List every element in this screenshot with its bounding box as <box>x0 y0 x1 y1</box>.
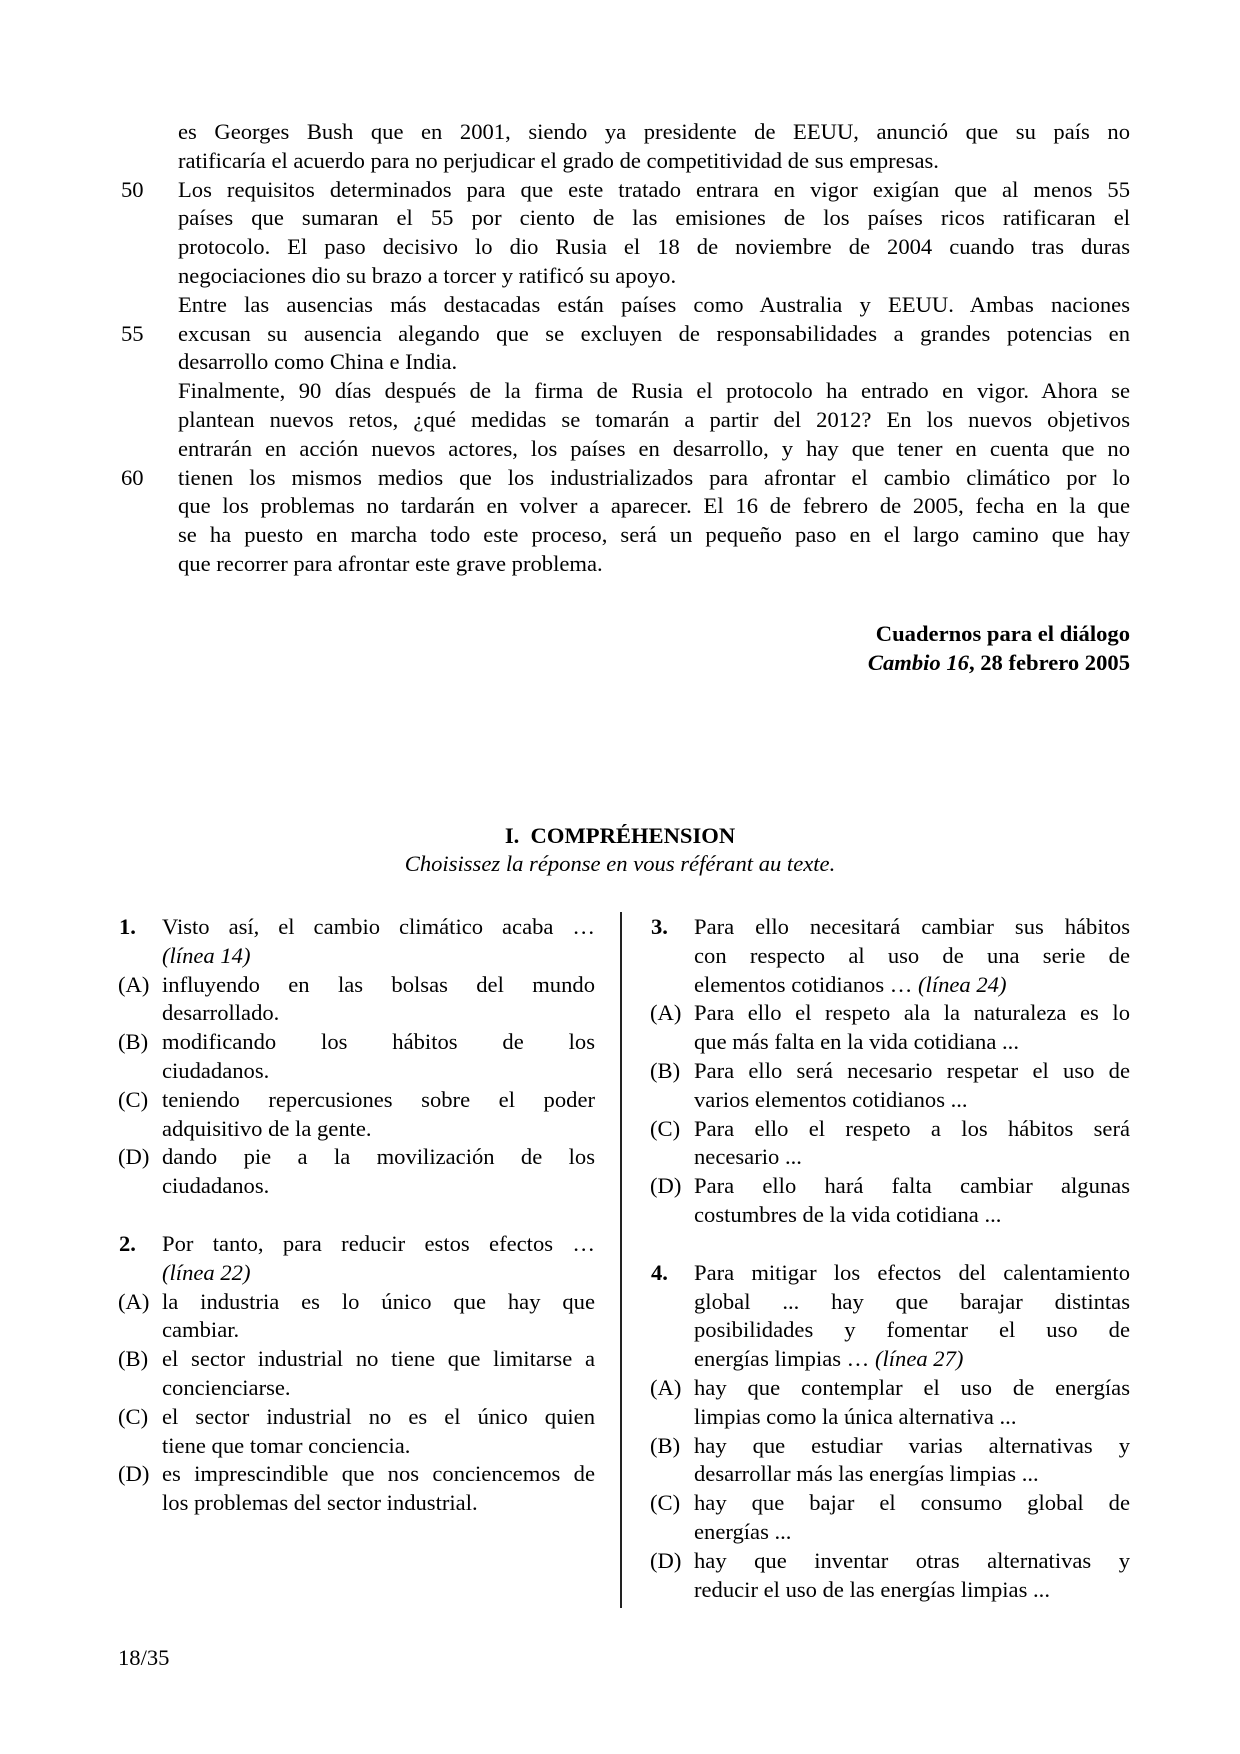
source-line-2 <box>868 648 1130 677</box>
option-b[interactable]: (B) el sector industrial no tiene que limitarse a concienciarse. <box>118 1346 595 1400</box>
questions-left-column <box>118 913 595 1518</box>
option-label: (A) <box>650 1000 682 1026</box>
line-reference: (línea 27) <box>874 1346 964 1372</box>
passage-line: negociaciones dio su brazo a torcer y ratificó su apoyo. <box>178 262 677 288</box>
question-stem: 2. Por tanto, para reducir estos efectos … (línea 22) <box>119 1230 595 1285</box>
option-label: (A) <box>118 1288 150 1314</box>
passage-line: plantean nuevos retos, ¿qué medidas se tomarán a partir del 2012? En los nuevos objetivos <box>178 406 1130 432</box>
magazine-name: Cambio 16 <box>867 650 969 675</box>
section-title: I. COMPRÉHENSION <box>504 823 736 848</box>
question-1 <box>118 913 595 1201</box>
option-c[interactable]: (C) el sector industrial no es el único quien tiene que tomar conciencia. <box>118 1403 595 1458</box>
source-citation <box>868 619 1130 677</box>
passage-line: entrarán en acción nuevos actores, los países en desarrollo, y hay que tener en cuenta que no <box>178 435 1130 461</box>
passage-line: desarrollo como China e India. <box>178 349 458 375</box>
question-number: 4. <box>651 1259 668 1285</box>
question-stem: 1. Visto así, el cambio climático acaba … (línea 14) <box>119 914 595 968</box>
option-label: (C) <box>118 1403 149 1429</box>
option-b[interactable]: (B) modificando los hábitos de los ciudadanos. <box>118 1029 595 1083</box>
passage-line: Entre las ausencias más destacadas están países como Australia y EEUU. Ambas naciones <box>178 291 1130 317</box>
passage-line: protocolo. El paso decisivo lo dio Rusia el 18 de noviembre de 2004 cuando tras duras <box>178 234 1130 260</box>
passage-line: se ha puesto en marcha todo este proceso, será un pequeño paso en el largo camino que hay <box>178 522 1130 548</box>
option-b[interactable]: (B) hay que estudiar varias alternativas y desarrollar más las energías limpias ... <box>650 1432 1130 1487</box>
question-4 <box>650 1259 1130 1605</box>
option-c[interactable]: (C) Para ello el respeto a los hábitos será necesario ... <box>650 1115 1130 1170</box>
passage-line: ratificaría el acuerdo para no perjudicar el grado de competitividad de sus empresas. <box>178 147 939 173</box>
passage-line: es Georges Bush que en 2001, siendo ya presidente de EEUU, anunció que su país no <box>178 119 1130 144</box>
option-a[interactable]: (A) Para ello el respeto ala la naturaleza es lo que más falta en la vida cotidiana ... <box>650 1000 1130 1055</box>
questions-right-column <box>650 913 1130 1604</box>
passage-line: que los problemas no tardarán en volver a aparecer. El 16 de febrero de 2005, fecha en la que <box>178 493 1130 519</box>
reading-passage <box>121 118 1130 579</box>
question-stem: 3. Para ello necesitará cambiar sus hábitos con respecto al uso de una serie de elementos cotidianos … (línea 24) <box>651 914 1130 997</box>
option-d[interactable]: (D) Para ello hará falta cambiar algunas costumbres de la vida cotidiana ... <box>650 1173 1130 1227</box>
option-label: (C) <box>650 1115 681 1141</box>
question-3 <box>650 913 1130 1230</box>
publication-date: , 28 febrero 2005 <box>968 650 1130 675</box>
source-line-1: Cuadernos para el diálogo <box>875 621 1130 646</box>
passage-line: 60 tienen los mismos medios que los industrializados para afrontar el cambio climático por lo <box>178 464 1130 493</box>
line-number: 60 <box>121 464 144 490</box>
option-a[interactable]: (A) hay que contemplar el uso de energías limpias como la única alternativa ... <box>650 1374 1130 1429</box>
question-number: 3. <box>651 914 668 939</box>
option-label: (D) <box>118 1461 150 1487</box>
option-c[interactable]: (C) hay que bajar el consumo global de energías ... <box>650 1490 1130 1544</box>
line-reference: (línea 24) <box>918 971 1007 997</box>
column-divider <box>620 912 622 1608</box>
question-stem: 4. Para mitigar los efectos del calentamiento global ... hay que barajar distintas posibilidades y fomentar el uso de energías limpias … (línea 27) <box>651 1259 1130 1372</box>
option-label: (B) <box>118 1346 149 1372</box>
option-label: (B) <box>650 1432 681 1458</box>
option-label: (A) <box>650 1374 682 1400</box>
option-label: (C) <box>650 1490 681 1516</box>
option-c[interactable]: (C) teniendo repercusiones sobre el poder adquisitivo de la gente. <box>118 1086 595 1141</box>
option-b[interactable]: (B) Para ello será necesario respetar el uso de varios elementos cotidianos ... <box>650 1057 1130 1112</box>
option-d[interactable]: (D) es imprescindible que nos conciencemos de los problemas del sector industrial. <box>118 1461 595 1516</box>
question-number: 2. <box>119 1230 136 1256</box>
passage-line: Finalmente, 90 días después de la firma de Rusia el protocolo ha entrado en vigor. Ahora se <box>178 378 1130 404</box>
line-reference: (línea 14) <box>162 942 251 968</box>
option-label: (A) <box>118 971 150 997</box>
option-label: (D) <box>650 1173 682 1199</box>
passage-line: países que sumaran el 55 por ciento de las emisiones de los países ricos ratificaran el <box>178 205 1130 231</box>
option-d[interactable]: (D) dando pie a la movilización de los ciudadanos. <box>118 1144 595 1199</box>
line-reference: (línea 22) <box>162 1259 251 1285</box>
line-number: 55 <box>121 320 144 346</box>
option-label: (D) <box>650 1547 682 1573</box>
option-d[interactable]: (D) hay que inventar otras alternativas y reducir el uso de las energías limpias ... <box>650 1547 1130 1602</box>
question-2 <box>118 1230 595 1518</box>
option-a[interactable]: (A) influyendo en las bolsas del mundo desarrollado. <box>118 971 595 1026</box>
line-number: 50 <box>121 176 144 202</box>
question-number: 1. <box>119 914 136 939</box>
page-number: 18/35 <box>118 1645 170 1670</box>
option-label: (C) <box>118 1086 149 1112</box>
passage-line: que recorrer para afrontar este grave problema. <box>178 550 603 576</box>
passage-line: 50 Los requisitos determinados para que este tratado entrara en vigor exigían que al menos 55 <box>178 176 1130 205</box>
option-label: (D) <box>118 1144 150 1170</box>
section-instructions: Choisissez la réponse en vous référant au texte. <box>404 851 836 876</box>
option-label: (B) <box>650 1057 681 1083</box>
option-a[interactable]: (A) la industria es lo único que hay que cambiar. <box>118 1288 595 1343</box>
passage-line: 55 excusan su ausencia alegando que se excluyen de responsabilidades a grandes potencias en <box>178 320 1130 349</box>
option-label: (B) <box>118 1029 149 1055</box>
